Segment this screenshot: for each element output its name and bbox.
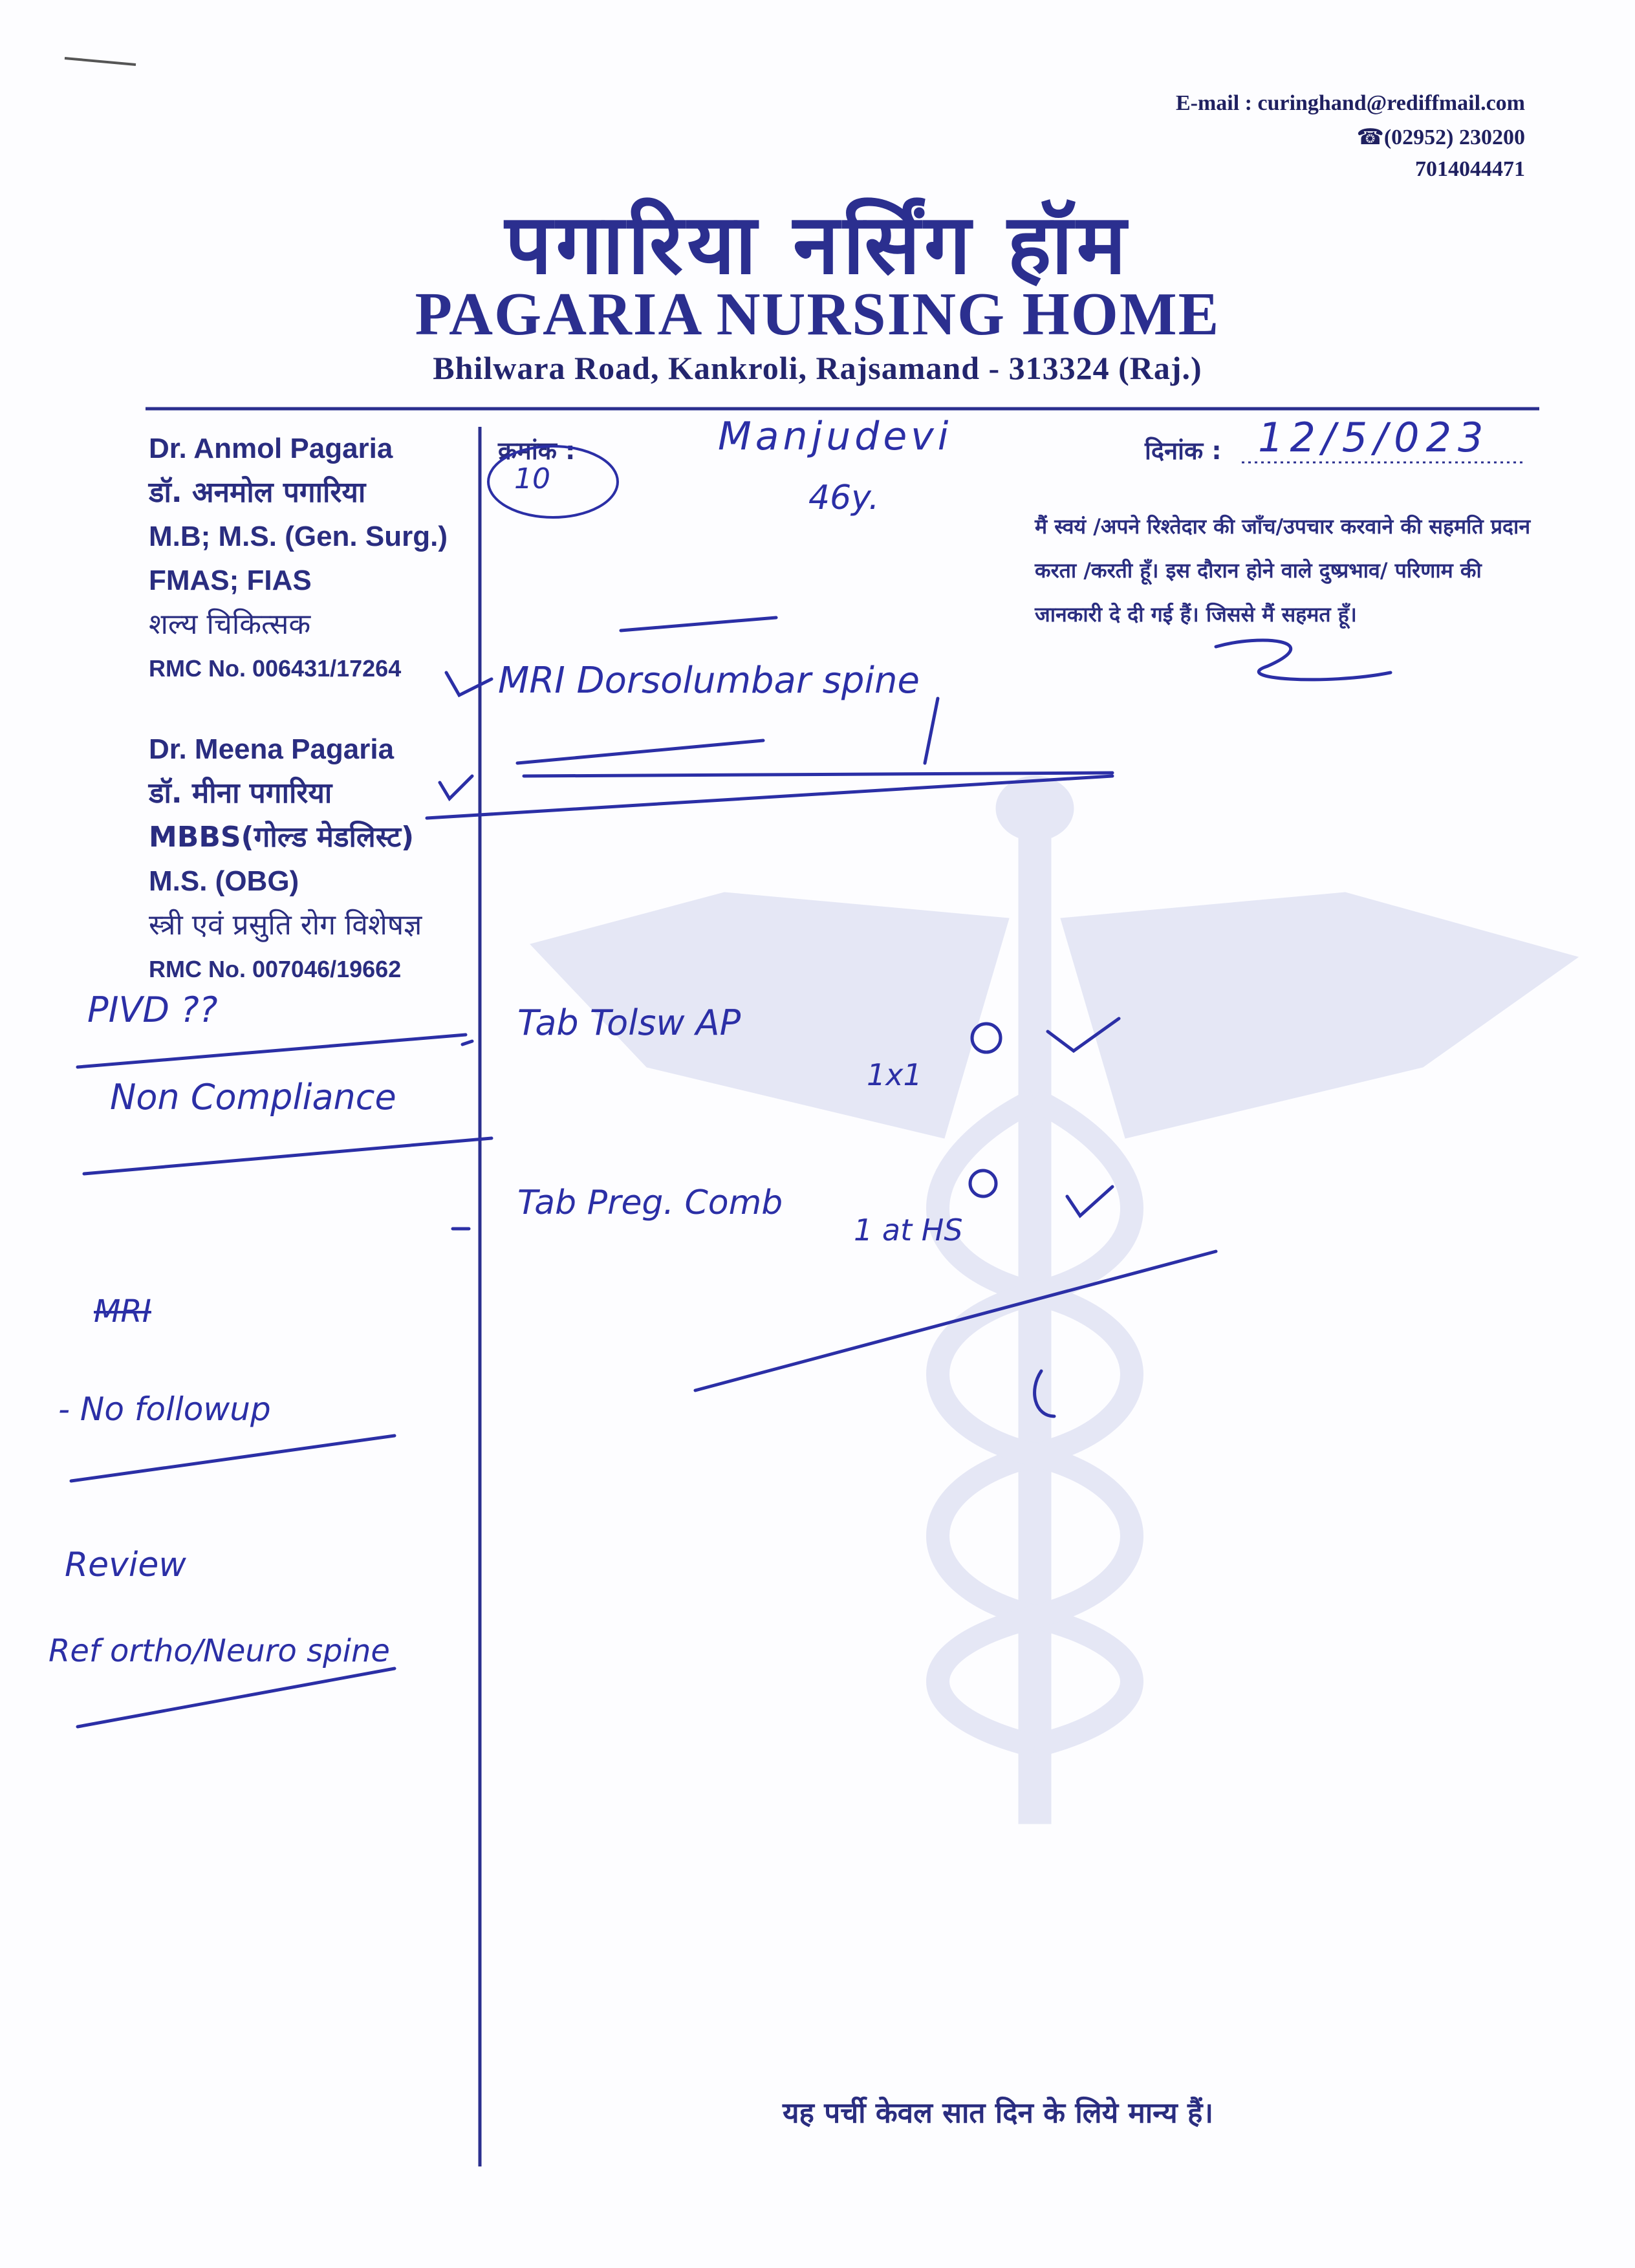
hw-serial: 10 — [514, 462, 550, 495]
doctor2-name: Dr. Meena Pagaria — [149, 733, 395, 765]
hw-date: 12/5/023 — [1258, 414, 1490, 461]
doctor1-name-hindi: डॉ. अनमोल पगारिया — [149, 476, 366, 509]
doctor1-specialty: शल्य चिकित्सक — [149, 608, 311, 641]
hw-rx-mri: MRI Dorsolumbar spine — [498, 660, 920, 702]
hw-note-mri: MRI — [94, 1293, 151, 1330]
hospital-address: Bhilwara Road, Kankroli, Rajsamand - 313324 (Raj.) — [433, 350, 1202, 386]
doctor2-name-hindi: डॉ. मीना पगारिया — [149, 777, 332, 810]
hw-note-pivd: PIVD ?? — [87, 989, 218, 1030]
hw-rx-tab2: Tab Preg. Comb — [517, 1183, 783, 1222]
doctor2-rmc: RMC No. 007046/19662 — [149, 956, 402, 982]
hw-patient-age: 46y. — [808, 479, 880, 517]
hw-note-noncompliance: Non Compliance — [110, 1077, 396, 1118]
contact-email: E-mail : curinghand@rediffmail.com — [1175, 91, 1525, 115]
doctor1-degree1: M.B; M.S. (Gen. Surg.) — [149, 521, 448, 552]
doctor2-degree2: M.S. (OBG) — [149, 865, 299, 897]
doctor1-rmc: RMC No. 006431/17264 — [149, 655, 402, 682]
serial-label: क्रमांक : — [498, 437, 576, 465]
hw-note-referral: Ref ortho/Neuro spine — [49, 1633, 390, 1669]
phone-icon: ☎ — [1356, 124, 1384, 150]
doctor2-specialty: स्त्री एवं प्रसुति रोग विशेषज्ञ — [149, 909, 422, 942]
date-label: दिनांक : — [1145, 437, 1222, 465]
contact-phone: ☎(02952) 230200 — [1356, 124, 1525, 150]
doctor2-degree1: MBBS(गोल्ड मेडलिस्ट) — [149, 821, 415, 854]
hw-rx-tab1-dose: 1x1 — [867, 1057, 922, 1092]
contact-mobile: 7014044471 — [1415, 157, 1525, 181]
hw-rx-tab1: Tab Tolsw AP — [517, 1002, 741, 1043]
doctor1-degree2: FMAS; FIAS — [149, 565, 312, 596]
doctor1-name: Dr. Anmol Pagaria — [149, 433, 393, 464]
hw-patient-name: Manjudevi — [718, 414, 953, 459]
hospital-title-hindi: पगारिया नर्सिंग हॉम — [504, 197, 1131, 293]
hw-note-review: Review — [65, 1546, 186, 1584]
validity-note: यह पर्ची केवल सात दिन के लिये मान्य हैं। — [783, 2097, 1214, 2130]
hw-note-followup: - No followup — [58, 1390, 271, 1428]
consent-text: मैं स्वयं /अपने रिश्तेदार की जाँच/उपचार करवाने की सहमति प्रदान करता /करती हूँ। इस दौरान होने वाले दुष्प्रभाव/ परिणाम की जानकारी दे दी गई हैं। जिससे मैं सहमत हूँ। — [1035, 514, 1531, 627]
hospital-title-english: PAGARIA NURSING HOME — [415, 281, 1220, 348]
hw-rx-tab2-dose: 1 at HS — [854, 1213, 963, 1247]
